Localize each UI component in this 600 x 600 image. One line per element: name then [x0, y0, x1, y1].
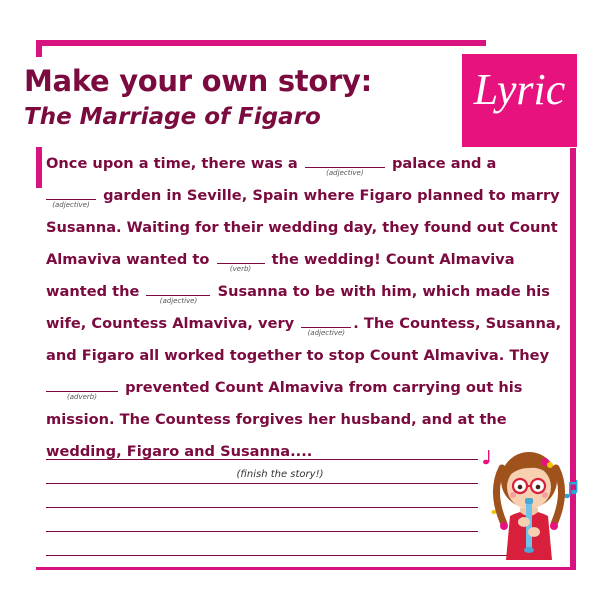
blank-hint: (adjective): [307, 329, 345, 337]
story-text: the wedding! Count Almaviva: [271, 251, 515, 268]
story-line: [46, 244, 572, 276]
lyric-badge-label: Lyric: [473, 65, 566, 114]
story-text: mission. The Countess forgives her husband, and at the: [46, 411, 507, 428]
blank-hint: (adjective): [159, 297, 198, 305]
writing-line[interactable]: [46, 555, 530, 556]
story-text: prevented Count Almaviva from carrying out his: [125, 379, 523, 396]
blank-adjective[interactable]: [301, 313, 351, 337]
blank-verb[interactable]: [217, 249, 265, 273]
music-note-icon: [483, 450, 489, 464]
finish-story-hint: (finish the story!): [236, 469, 324, 480]
frame-top-border: [36, 40, 486, 46]
story-text: Once upon a time, there was a: [46, 155, 298, 172]
story-text: wanted the: [46, 283, 140, 300]
story-text: and Figaro all worked together to stop Count Almaviva. They: [46, 347, 550, 364]
story-line: [46, 308, 572, 340]
blank-hint: (adjective): [326, 169, 364, 177]
lyric-badge: [462, 54, 577, 147]
story-line: [46, 276, 572, 308]
story-line: [46, 212, 572, 244]
story-text: wife, Countess Almaviva, very: [46, 315, 295, 332]
blank-hint: (adverb): [67, 393, 97, 401]
page-title: Make your own story:: [24, 64, 372, 98]
writing-line[interactable]: [46, 531, 478, 532]
story-text: Susanna to be with him, which made his: [217, 283, 550, 300]
blank-hint: (adjective): [52, 201, 90, 209]
story-line: [46, 148, 572, 180]
story-text: wedding, Figaro and Susanna....: [46, 443, 313, 460]
blank-adjective[interactable]: [146, 281, 210, 305]
story-line: [46, 180, 572, 212]
writing-line[interactable]: [46, 483, 478, 484]
story-text: garden in Seville, Spain where Figaro planned to marry: [103, 187, 560, 204]
story-text: palace and a: [391, 155, 497, 172]
blank-adjective[interactable]: [46, 185, 96, 209]
blank-adverb[interactable]: [46, 377, 118, 401]
story-line: [46, 340, 572, 372]
story-text: Almaviva wanted to: [46, 251, 210, 268]
music-note-icon: [564, 480, 577, 498]
story-text: Susanna. Waiting for their wedding day, they found out Count: [46, 219, 558, 236]
writing-line[interactable]: [46, 459, 478, 460]
story-text: . The Countess, Susanna,: [353, 315, 562, 332]
story-line: [46, 372, 572, 404]
page-subtitle: The Marriage of Figaro: [24, 104, 321, 130]
blank-hint: (verb): [229, 265, 252, 273]
blank-adjective[interactable]: [305, 153, 385, 177]
writing-line[interactable]: [46, 507, 478, 508]
frame-bottom-border: [36, 567, 576, 570]
girl-playing-recorder-illustration: [480, 432, 585, 560]
